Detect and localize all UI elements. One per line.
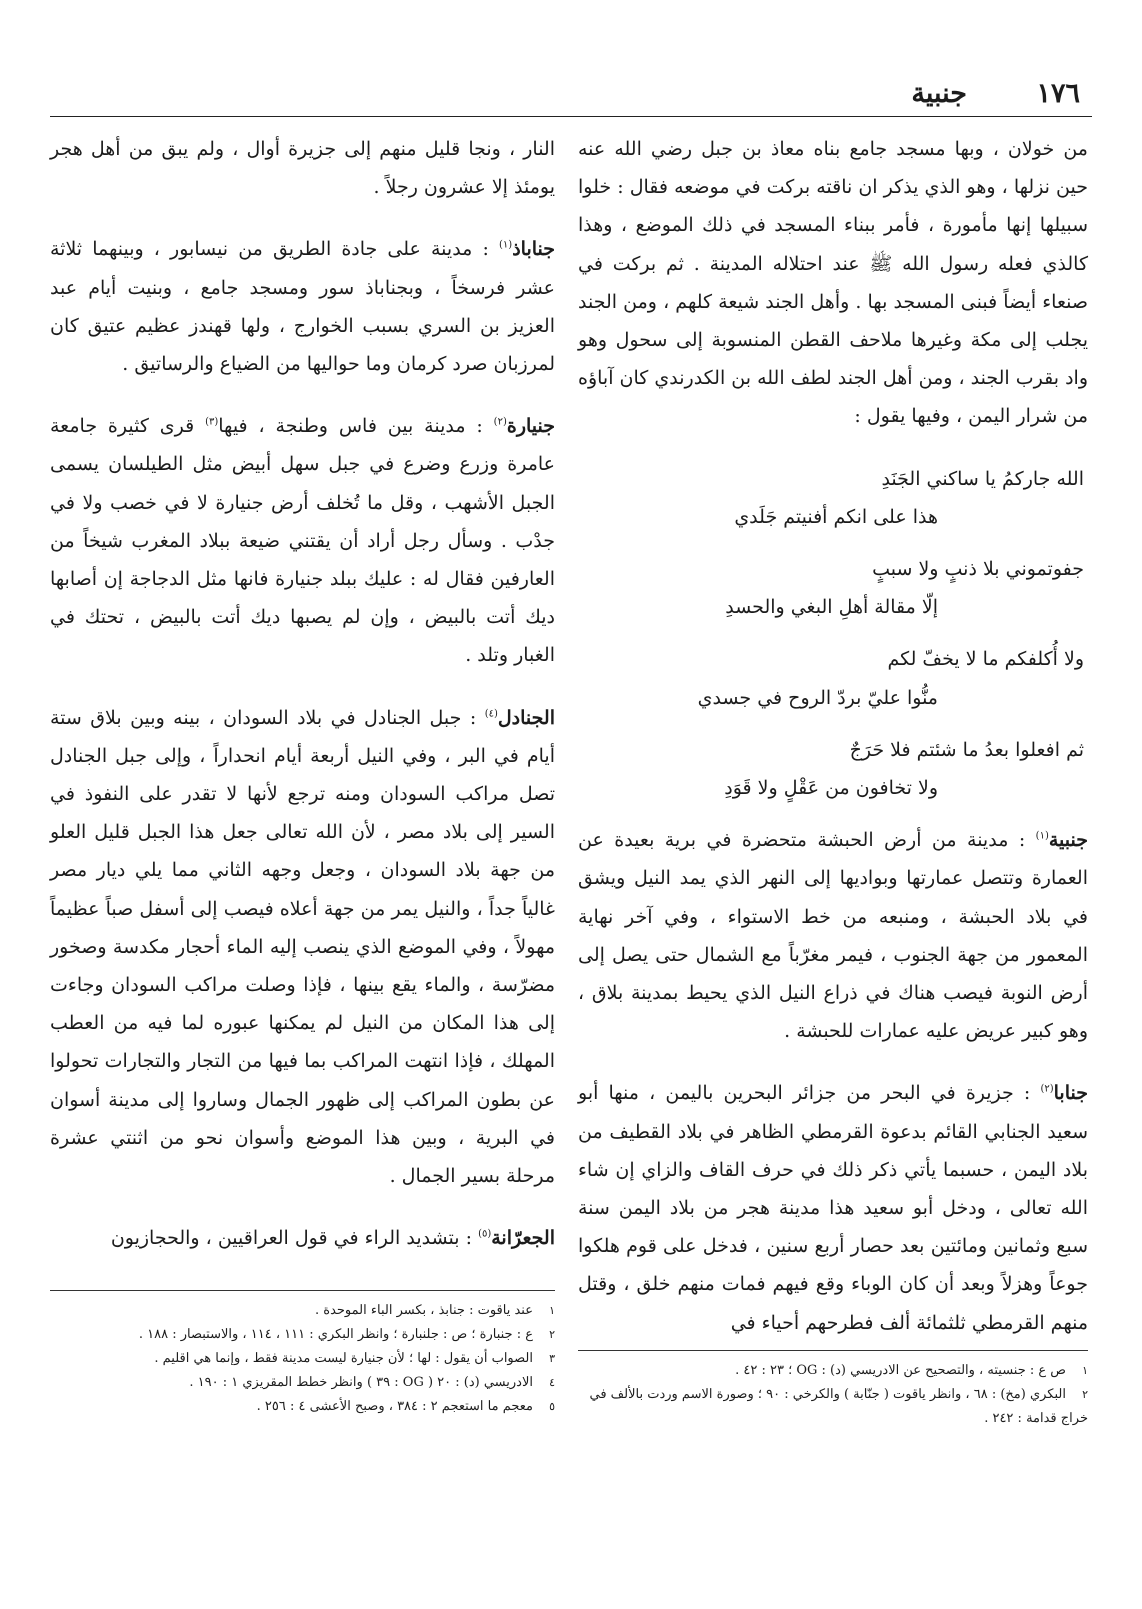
right-column xyxy=(578,130,1088,1366)
footnote-text: الادريسي (د) : ٢٠ ( OG : ٣٩ ) وانظر خطط المقريزي ١ : ١٩٠ . xyxy=(189,1375,533,1390)
footnote-text: البكري (مخ) : ٦٨ ، وانظر ياقوت ( جنّابة ) والكرخي : ٩٠ ؛ وصورة الاسم وردت بالألف في خراج قدامة : ٢٤٢ . xyxy=(589,1387,1088,1426)
footnote-number: ٢ xyxy=(1082,1388,1088,1401)
page-number: ١٧٦ xyxy=(1036,78,1080,109)
footnote xyxy=(578,1383,1088,1431)
footnote-number: ٢ xyxy=(549,1328,555,1341)
footnote-number: ١ xyxy=(1082,1364,1088,1377)
left-column xyxy=(50,130,555,1281)
paragraph-jund: من خولان ، وبها مسجد جامع بناه معاذ بن جبل رضي الله عنه حين نزلها ، وهو الذي يذكر ان ناقته بركت في موضعه فقال : خلوا سبيلها إنها مأمورة ، فأمر ببناء المسجد في ذلك الموضع ، وهذا كالذي فعله رسول الله ﷺ عند احتلاله المدينة . ثم بركت في صنعاء أيضاً فبنى المسجد بها . وأهل الجند شيعة كلهم ، ومن الجند يجلب إلى مكة وغيرها ملاحف القطن المنسوبة إلى سحول وهو واد بقرب الجند ، ومن أهل الجند لطف الله بن الكدرندي كان آباؤه من شرار اليمن ، وفيها يقول : xyxy=(578,138,1088,428)
footnote xyxy=(50,1371,555,1395)
footnote-ref: (٢) xyxy=(1040,1084,1054,1096)
footnote-number: ٣ xyxy=(549,1352,555,1365)
entry-text: : جزيرة في البحر من جزائر البحرين باليمن ، منها أبو سعيد الجنابي القائم بدعوة القرمطي الظاهر في بلاد القطيف من بلاد اليمن ، حسبما يأتي ذكر ذلك في حرف القاف والزاي إن شاء الله تعالى ، ودخل أبو سعيد هذا مدينة هجر من بلاد اليمن سنة سبع وثمانين ومائتين بعد حصار أربع سنين ، فدخل على قوم هلكوا جوعاً وهزلاً وبعد أن كان الوباء وقع فيهم فمات منهم خلق ، وقتل منهم القرمطي ثلثمائة ألف فطرحهم أحياء في xyxy=(578,1082,1088,1334)
verse-line: هذا على انكم أفنيتم جَلَدي xyxy=(734,505,938,528)
entry-head: جنيارة xyxy=(506,415,555,438)
entry-jiirrana xyxy=(50,1219,555,1257)
footnote xyxy=(50,1395,555,1419)
footnote-ref: (٢) xyxy=(493,416,507,428)
footnote-text: ص ع : جنسيته ، والتصحيح عن الادريسي (د) : OG ؛ ٢٣ : ٤٢ . xyxy=(735,1363,1066,1378)
entry-text: : مدينة من أرض الحبشة متحضرة في برية بعيدة عن العمارة وتتصل عمارتها وبواديها إلى النهر الذي يمد النيل ويشق في بلاد الحبشة ، ومنبعه من خط الاستواء ، وفي آخر نهاية المعمور من جهة الجنوب ، فيمر مغرّباً مع الشمال حتى يصل إلى أرض النوبة فيصب هناك في ذراع النيل الذي يحيط بمدينة بلاق ، وهو كبير عريض عليه عمارات للحبشة . xyxy=(578,829,1088,1043)
entry-text: : مدينة بين فاس وطنجة ، فيها xyxy=(218,415,494,438)
page-header xyxy=(50,74,1092,114)
footnote xyxy=(50,1299,555,1323)
footnote-ref: (٥) xyxy=(478,1228,492,1240)
entry-head: الجنادل xyxy=(497,706,555,729)
entry-text: : مدينة على جادة الطريق من نيسابور ، وبينهما ثلاثة عشر فرسخاً ، وبجناباذ سور ومسجد جامع ، وبنيت أيام عبد العزيز بن السري بسبب الخوارج ، ولها قهندز عظيم عتيق كان لمرزبان صرد كرمان وما حواليها من الضياع والرساتيق . xyxy=(50,238,555,376)
footnote-number: ٤ xyxy=(549,1376,555,1389)
footnote-number: ١ xyxy=(549,1304,555,1317)
footnote-text: معجم ما استعجم ٢ : ٣٨٤ ، وصبح الأعشى ٤ : ٢٥٦ . xyxy=(256,1399,533,1414)
poem xyxy=(578,460,1088,808)
footnote-ref: (١) xyxy=(1035,830,1049,842)
footnote-text: الصواب أن يقول : لها ؛ لأن جنيارة ليست مدينة فقط ، وإنما هي اقليم . xyxy=(154,1351,533,1366)
entry-text: قرى كثيرة جامعة عامرة وزرع وضرع في جبل سهل أبيض مثل الطيلسان يسمى الجبل الأشهب ، وقل ما تُخلف أرض جنيارة لا في خصب ولا في جدْب . وسأل رجل أراد أن يقتني ضيعة ببلاد المغرب شيخاً من العارفين فقال له : عليك ببلد جنيارة فانها مثل الدجاجة إن أصابها ديك أتت بالبيض ، وإن لم يصبها ديك أتت بالبيض ، تحتك في الغبار وتلد . xyxy=(50,415,555,667)
entry-janabadh xyxy=(50,230,555,383)
footnote-number: ٥ xyxy=(549,1400,555,1413)
entry-head: جنابا xyxy=(1053,1082,1088,1105)
footnotes-left xyxy=(50,1290,555,1419)
verse-line: إلّا مقالة أهلِ البغي والحسدِ xyxy=(725,596,938,619)
entry-head: جنبية xyxy=(1048,829,1088,852)
footnote xyxy=(50,1323,555,1347)
entry-janadil xyxy=(50,699,555,1196)
verse-line: الله جاركمُ يا ساكني الجَنَدِ xyxy=(881,467,1084,490)
entry-head: الجعرّانة xyxy=(491,1227,555,1250)
footnote-ref: (٣) xyxy=(205,416,219,428)
header-rule xyxy=(50,116,1092,117)
entry-text: : بتشديد الراء في قول العراقيين ، والحجازيون xyxy=(110,1227,479,1250)
footnote xyxy=(578,1359,1088,1383)
entry-jnyara xyxy=(50,407,555,674)
entry-head: جناباذ xyxy=(512,238,555,261)
footnote xyxy=(50,1347,555,1371)
verse-line: جفوتموني بلا ذنبٍ ولا سببٍ xyxy=(872,558,1084,581)
footnote-text: ع : جنبارة ؛ ص : جلنبارة ؛ وانظر البكري : ١١١ ، ١١٤ ، والاستبصار : ١٨٨ . xyxy=(138,1327,533,1342)
footnote-text: عند ياقوت : جنابذ ، بكسر الباء الموحدة . xyxy=(315,1303,533,1318)
footnote-ref: (١) xyxy=(499,240,513,252)
verse-line: ولا أُكلفكم ما لا يخفّ لكم xyxy=(887,648,1084,671)
paragraph-continuation: النار ، ونجا قليل منهم إلى جزيرة أوال ، ولم يبق من أهل هجر يومئذ إلا عشرون رجلاً . xyxy=(50,138,555,199)
entry-text: : جبل الجنادل في بلاد السودان ، بينه وبين بلاق ستة أيام في البر ، وفي النيل أربعة أيام انحداراً ، وإلى جبل الجنادل تصل مراكب السودان ومنه ترجع لأنها لا تقدر على النفوذ في السير إلى بلاد مصر ، لأن الله تعالى جعل هذا الجبل قليل العلو من جهة بلاد السودان ، وجعل وجهه الثاني مما يلي ديار مصر غالياً جداً ، والنيل يمر من جهة أعلاه فيصب إلى أسفل صباً عظيماً مهولاً ، وفي الموضع الذي ينصب إليه الماء أحجار مكدسة وصخور مضرّسة ، والماء يقع بينها ، فإذا وصلت مراكب السودان وجاءت إلى هذا المكان من النيل لم يمكنها عبوره لما فيه من العطب المهلك ، فإذا انتهت المراكب بما فيها من التجار والتجارات تحولوا عن بطون المراكب إلى ظهور الجمال وساروا إلى مدينة أسوان في البرية ، وبين هذا الموضع وأسوان نحو من اثنتي عشرة مرحلة بسير الجمال . xyxy=(50,706,555,1188)
verse-line: ولا تخافون من عَقْلٍ ولا قَوَدِ xyxy=(724,777,938,800)
verse-line: ثم افعلوا بعدُ ما شئتم فلا حَرَجٌ xyxy=(849,738,1084,761)
verse-line: منُّوا عليّ بردّ الروح في جسدي xyxy=(697,686,938,709)
entry-janbiya xyxy=(578,821,1088,1050)
footnotes-right xyxy=(578,1350,1088,1431)
running-title: جنبية xyxy=(911,78,967,109)
entry-janaba xyxy=(578,1074,1088,1341)
footnote-ref: (٤) xyxy=(484,708,498,720)
